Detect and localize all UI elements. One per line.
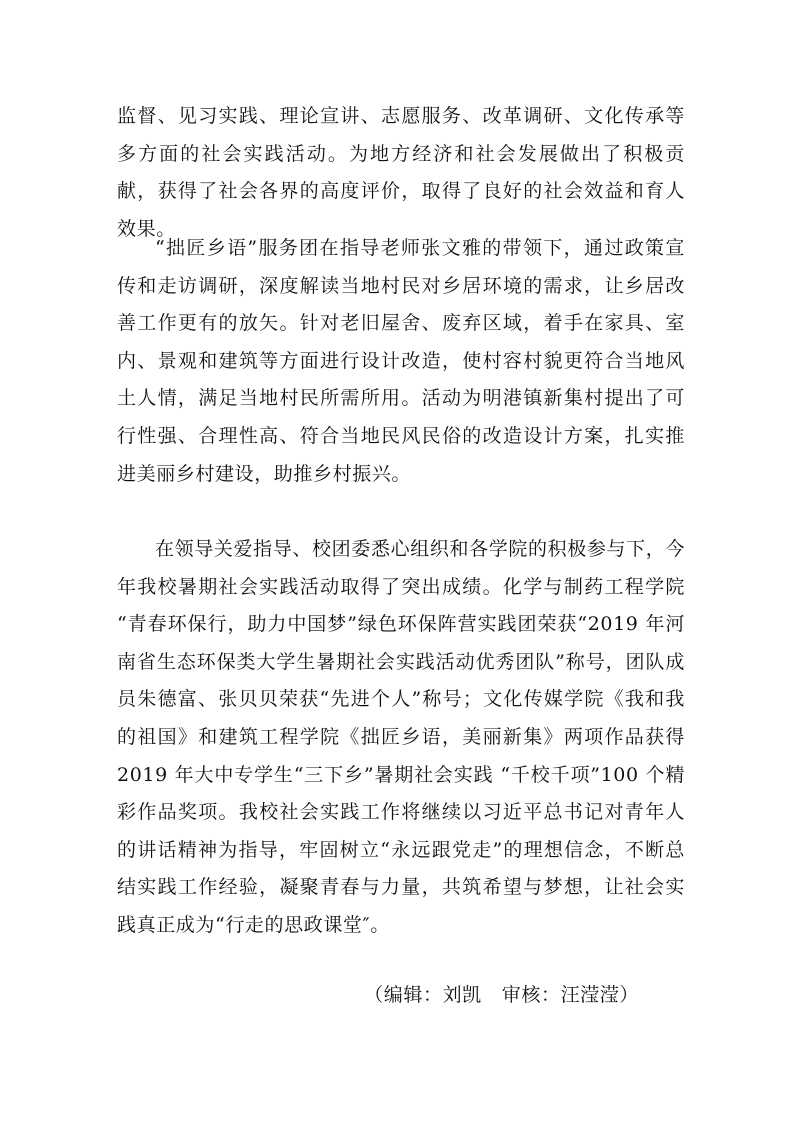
editor-name: 编辑：刘凯	[383, 984, 482, 1006]
reviewer-name: 审核：汪滢滢	[501, 984, 620, 1006]
editor-credit	[364, 977, 639, 1014]
close-paren: ）	[619, 984, 639, 1006]
paragraph-2: “拙匠乡语”服务团在指导老师张文雅的带领下，通过政策宣传和走访调研，深度解读当地村民对乡居环境的需求，让乡居改善工作更有的放矢。针对老旧屋舍、废弃区域，着手在家具、室内、景观和建筑等方面进行设计改造，使村容村貌更符合当地风土人情，满足当地村民所需所用。活动为明港镇新集村提出了可行性强、合理性高、符合当地民风民俗的改造设计方案，扎实推进美丽乡村建设，助推乡村振兴。	[117, 237, 685, 485]
paragraph-3: 在领导关爱指导、校团委悉心组织和各学院的积极参与下，今年我校暑期社会实践活动取得了突出成绩。化学与制药工程学院 “青春环保行，助力中国梦”绿色环保阵营实践团荣获“2019 年河南省生态环保类大学生暑期社会实践活动优秀团队”称号，团队成员朱德富、张贝贝荣获“先进个人”称号；文化传媒学院《我和我的祖国》和建筑工程学院《拙匠乡语，美丽新集》两项作品获得 2019 年大中专学生“三下乡”暑期社会实践 “千校千项”100 个精彩作品奖项。我校社会实践工作将继续以习近平总书记对青年人的讲话精神为指导，牢固树立“永远跟党走”的理想信念，不断总结实践工作经验，凝聚青春与力量，共筑希望与梦想，让社会实践真正成为“行走的思政课堂″。	[117, 538, 685, 936]
paragraph-1: 监督、见习实践、理论宣讲、志愿服务、改革调研、文化传承等多方面的社会实践活动。为地方经济和社会发展做出了积极贡献，获得了社会各界的高度评价，取得了良好的社会效益和育人效果。	[117, 105, 685, 240]
open-paren: （	[364, 984, 384, 1006]
